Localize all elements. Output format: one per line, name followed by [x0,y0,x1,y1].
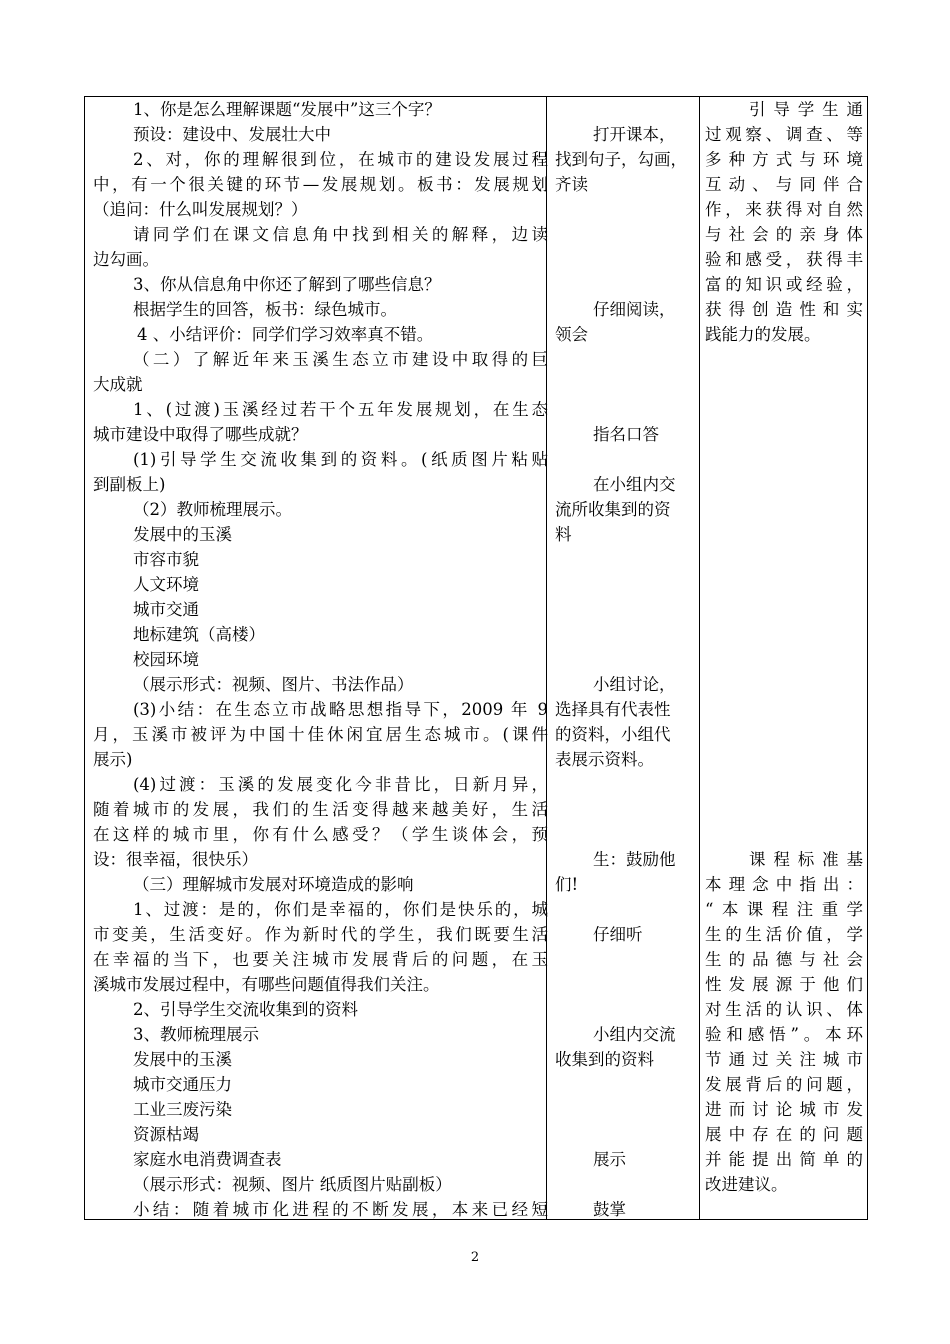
text-line: 小组内交流 [593,1025,676,1044]
text-line: 发展背后的问题， [705,1075,863,1094]
text-line: 齐读 [555,175,588,194]
text-line: 过观察、调查、等 [705,125,863,144]
text-line: 表展示资料。 [555,750,654,769]
text-line: 地标建筑（高楼） [133,625,265,644]
text-line: 作，来获得对自然 [705,200,863,219]
text-line: 生的生活价值，学 [705,925,863,944]
text-line: （三）理解城市发展对环境造成的影响 [133,875,414,894]
text-line: 与社会的亲身体 [705,225,863,244]
text-line: 大成就 [93,375,143,394]
text-line: 3、教师梳理展示 [133,1025,259,1044]
text-line: 1、你是怎么理解课题“发展中”这三个字？ [133,100,441,119]
text-line: 城市交通压力 [133,1075,232,1094]
text-line: 鼓掌 [593,1200,626,1219]
text-line: 打开课本， [593,125,676,144]
text-line: 改进建议。 [705,1175,788,1194]
text-line: 生的品德与社会 [705,950,863,969]
text-line: 富的知识或经验， [705,275,863,294]
text-line: 1、(过渡)玉溪经过若干个五年发展规划，在生态 [133,400,548,419]
text-line: (1)引导学生交流收集到的资料。(纸质图片粘贴 [133,450,548,469]
text-line: 找到句子，勾画， [555,150,687,169]
text-line: 请同学们在课文信息角中找到相关的解释，边读 [133,225,548,244]
text-line: 本理念中指出： [705,875,863,894]
text-line: 市变美，生活变好。作为新时代的学生，我们既要生活 [93,925,548,944]
text-line: 展中存在的问题 [705,1125,863,1144]
text-line: 随着城市的发展，我们的生活变得越来越美好，生活 [93,800,548,819]
text-line: （展示形式：视频、图片、书法作品） [133,675,414,694]
text-line: 预设：建设中、发展壮大中 [133,125,331,144]
text-line: 发展中的玉溪 [133,525,232,544]
text-line: 仔细阅读， [593,300,676,319]
text-line: 性发展源于他们 [705,975,863,994]
text-line: 4 、小结评价：同学们学习效率真不错。 [137,325,434,344]
text-line: 城市建设中取得了哪些成就？ [93,425,308,444]
text-line: 践能力的发展。 [705,325,821,344]
text-line: 3、你从信息角中你还了解到了哪些信息？ [133,275,441,294]
text-line: 溪城市发展过程中，有哪些问题值得我们关注。 [93,975,440,994]
column-divider [699,97,700,1219]
text-line: 多种方式与环境 [705,150,863,169]
text-line: 城市交通 [133,600,199,619]
text-line: 展示) [93,750,133,769]
text-line: 课程标准基 [749,850,863,869]
text-line: 料 [555,525,572,544]
text-line: 小结：随着城市化进程的不断发展，本来已经短 [133,1200,548,1219]
text-line: 选择具有代表性 [555,700,671,719]
text-line: 生：鼓励他 [593,850,676,869]
text-line: 们! [555,875,579,894]
text-line: 工业三废污染 [133,1100,232,1119]
page-number: 2 [470,1250,480,1265]
text-line: （2）教师梳理展示。 [133,500,292,519]
text-line: 家庭水电消费调查表 [133,1150,282,1169]
text-line: 指名口答 [593,425,659,444]
text-line: 收集到的资料 [555,1050,654,1069]
text-line: 展示 [593,1150,626,1169]
text-line: 资源枯竭 [133,1125,199,1144]
text-line: 到副板上) [93,475,166,494]
text-line: 领会 [555,325,588,344]
text-line: “本课程注重学 [705,900,863,919]
text-line: 2、引导学生交流收集到的资料 [133,1000,358,1019]
text-line: （追问：什么叫发展规划？） [93,200,308,219]
text-line: 人文环境 [133,575,199,594]
text-line: （展示形式：视频、图片 纸质图片贴副板） [133,1175,452,1194]
text-line: 市容市貌 [133,550,199,569]
text-line: 小组讨论， [593,675,676,694]
text-line: 引导学生通 [749,100,863,119]
text-line: 验和感悟”。本环 [705,1025,863,1044]
text-line: (3)小结：在生态立市战略思想指导下，2009 年 9 [133,700,548,719]
text-line: 设：很幸福，很快乐） [93,850,258,869]
text-line: 节通过关注城市 [705,1050,863,1069]
text-line: 在这样的城市里，你有什么感受？（学生谈体会，预 [93,825,548,844]
text-line: 进而讨论城市发 [705,1100,863,1119]
text-line: 并能提出简单的 [705,1150,863,1169]
text-line: 的资料，小组代 [555,725,671,744]
text-line: 中，有一个很关键的环节—发展规划。板书：发展规划 [93,175,548,194]
text-line: 发展中的玉溪 [133,1050,232,1069]
text-line: 对生活的认识、体 [705,1000,863,1019]
text-line: 月，玉溪市被评为中国十佳休闲宜居生态城市。(课件 [93,725,548,744]
text-line: 校园环境 [133,650,199,669]
text-line: 在幸福的当下，也要关注城市发展背后的问题，在玉 [93,950,548,969]
text-line: 流所收集到的资 [555,500,671,519]
text-line: 互动、与同伴合 [705,175,863,194]
text-line: （二）了解近年来玉溪生态立市建设中取得的巨 [133,350,548,369]
text-line: 在小组内交 [593,475,676,494]
text-line: 获得创造性和实 [705,300,863,319]
text-line: 1、过渡：是的，你们是幸福的，你们是快乐的，城 [133,900,548,919]
text-line: 仔细听 [593,925,643,944]
text-line: 验和感受，获得丰 [705,250,863,269]
text-line: 根据学生的回答，板书：绿色城市。 [133,300,397,319]
text-line: 边勾画。 [93,250,159,269]
text-line: 2、对，你的理解很到位，在城市的建设发展过程 [133,150,548,169]
lesson-plan-table [84,96,868,1220]
text-line: (4)过渡：玉溪的发展变化今非昔比，日新月异， [133,775,548,794]
